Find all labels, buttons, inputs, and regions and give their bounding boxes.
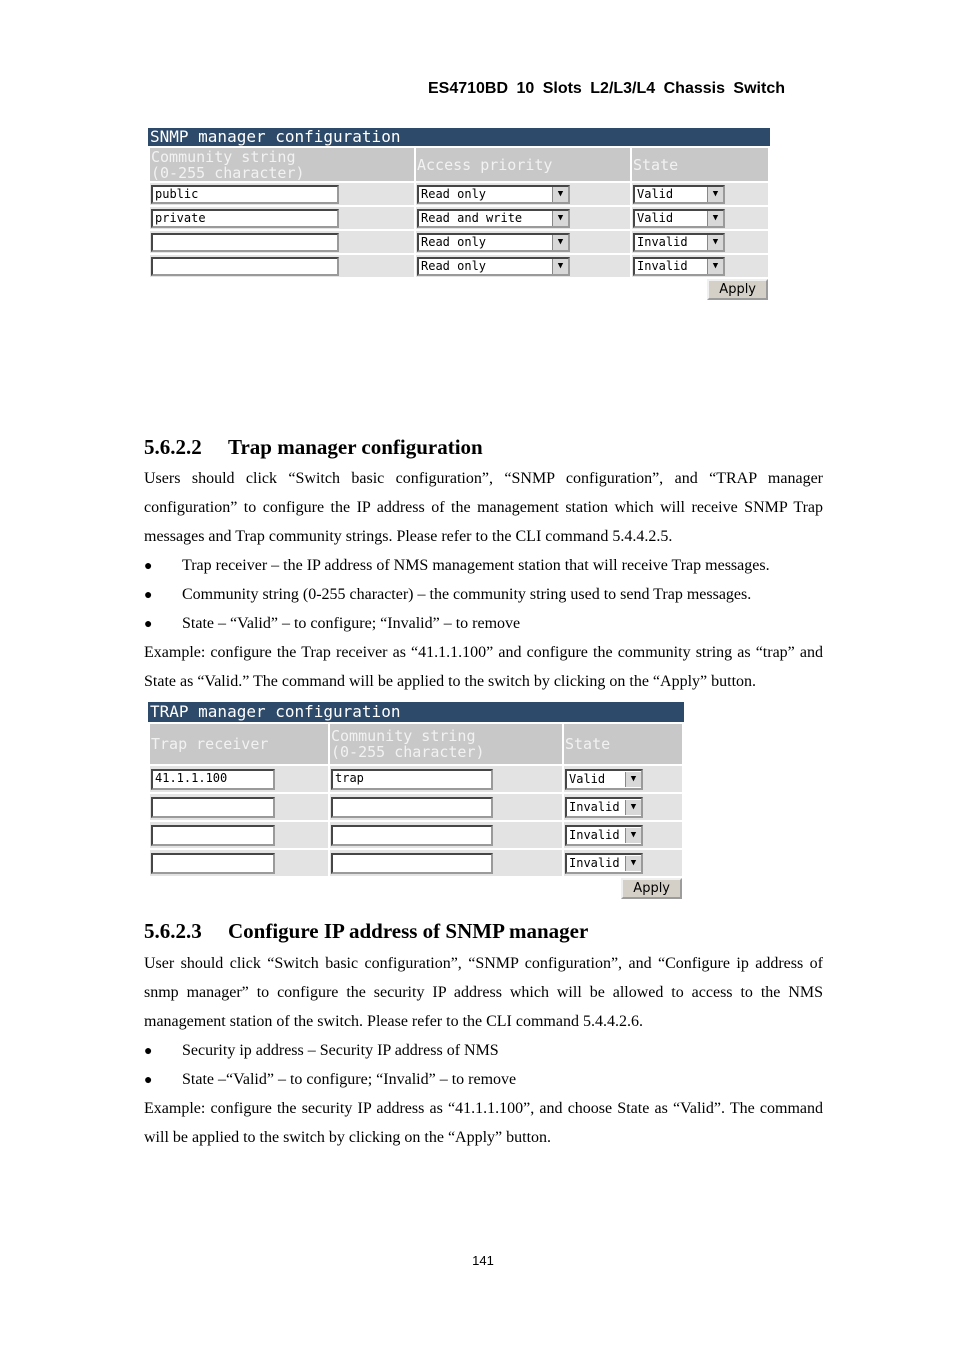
- community-input[interactable]: public: [151, 185, 339, 204]
- list-item: ● Community string (0-255 character) – the community string used to send Trap messages.: [144, 580, 751, 610]
- dropdown-arrow-icon: ▼: [552, 211, 568, 226]
- state-select[interactable]: Invalid ▼: [633, 233, 725, 252]
- trap-example-paragraph: Example: configure the Trap receiver as “41.1.1.100” and configure the community string as “trap” and State as “Valid.” The command will be applied to the switch by clicking on the “Apply” button.: [144, 644, 823, 690]
- dropdown-arrow-icon: ▼: [552, 187, 568, 202]
- trap-apply-button[interactable]: Apply: [621, 878, 682, 899]
- state-select[interactable]: Valid ▼: [565, 769, 643, 790]
- list-item: ● Trap receiver – the IP address of NMS management station that will receive Trap messages.: [144, 551, 770, 581]
- section-heading-trap: 5.6.2.2 Trap manager configuration: [144, 435, 483, 459]
- table-row: [150, 766, 682, 792]
- dropdown-arrow-icon: ▼: [552, 235, 568, 250]
- state-select[interactable]: Invalid ▼: [565, 825, 643, 846]
- col-trap-receiver: Trap receiver: [150, 724, 328, 764]
- table-row: [150, 231, 768, 253]
- table-row: [150, 183, 768, 205]
- section-heading-ip: 5.6.2.3 Configure IP address of SNMP manager: [144, 919, 589, 943]
- dropdown-arrow-icon: ▼: [707, 187, 723, 202]
- trap-receiver-input[interactable]: [151, 825, 275, 846]
- community-input[interactable]: [151, 233, 339, 252]
- bullet-icon: ●: [144, 1073, 153, 1088]
- community-input[interactable]: private: [151, 209, 339, 228]
- page-number: 141: [472, 1253, 494, 1268]
- dropdown-arrow-icon: ▼: [625, 856, 641, 871]
- access-select[interactable]: Read only ▼: [417, 185, 570, 204]
- list-item: ● State –“Valid” – to configure; “Invalid” – to remove: [144, 1065, 516, 1095]
- snmp-apply-button[interactable]: Apply: [707, 279, 768, 300]
- access-select[interactable]: Read and write ▼: [417, 209, 570, 228]
- dropdown-arrow-icon: ▼: [707, 235, 723, 250]
- trap-panel-title: TRAP manager configuration: [148, 702, 684, 722]
- bullet-icon: ●: [144, 1044, 153, 1059]
- access-select[interactable]: Read only ▼: [417, 257, 570, 276]
- bullet-icon: ●: [144, 617, 153, 632]
- trap-receiver-input[interactable]: [151, 853, 275, 874]
- ip-example-paragraph: Example: configure the security IP address as “41.1.1.100”, and choose State as “Valid”. The command will be applied to the switch by clicking on the “Apply” button.: [144, 1100, 823, 1146]
- col-community-string: Community string (0-255 character): [330, 724, 562, 764]
- snmp-manager-panel: [148, 128, 770, 300]
- trap-manager-panel: [148, 702, 684, 899]
- state-select[interactable]: Invalid ▼: [565, 853, 643, 874]
- table-row: [150, 794, 682, 820]
- community-input[interactable]: [331, 797, 493, 818]
- list-item: ● State – “Valid” – to configure; “Invalid” – to remove: [144, 609, 520, 639]
- bullet-icon: ●: [144, 588, 153, 603]
- table-row: [150, 822, 682, 848]
- col-state: State: [632, 148, 768, 181]
- state-select[interactable]: Invalid ▼: [633, 257, 725, 276]
- col-community-string: Community string (0-255 character): [150, 148, 414, 181]
- table-row: [150, 207, 768, 229]
- dropdown-arrow-icon: ▼: [625, 828, 641, 843]
- state-select[interactable]: Invalid ▼: [565, 797, 643, 818]
- snmp-panel-title: SNMP manager configuration: [148, 128, 770, 146]
- dropdown-arrow-icon: ▼: [625, 772, 641, 787]
- page-header-title: ES4710BD 10 Slots L2/L3/L4 Chassis Switch: [427, 80, 785, 97]
- bullet-icon: ●: [144, 559, 153, 574]
- state-select[interactable]: Valid ▼: [633, 185, 725, 204]
- col-access-priority: Access priority: [416, 148, 630, 181]
- ip-intro-paragraph: User should click “Switch basic configuration”, “SNMP configuration”, and “Configure ip address of snmp manager” to configure the security IP address which will be allowed to access to the NMS management station of the switch. Please refer to the CLI command 5.4.4.2.6.: [144, 955, 823, 1030]
- dropdown-arrow-icon: ▼: [625, 800, 641, 815]
- snmp-manager-table: [148, 146, 770, 279]
- trap-receiver-input[interactable]: [151, 797, 275, 818]
- col-state: State: [564, 724, 682, 764]
- table-row: [150, 255, 768, 277]
- dropdown-arrow-icon: ▼: [707, 211, 723, 226]
- list-item: ● Security ip address – Security IP address of NMS: [144, 1036, 499, 1066]
- table-row: [150, 850, 682, 876]
- state-select[interactable]: Valid ▼: [633, 209, 725, 228]
- community-input[interactable]: [331, 853, 493, 874]
- trap-receiver-input[interactable]: 41.1.1.100: [151, 769, 275, 790]
- dropdown-arrow-icon: ▼: [707, 259, 723, 274]
- trap-intro-paragraph: Users should click “Switch basic configuration”, “SNMP configuration”, and “TRAP manager configuration” to configure the IP address of the management station which will receive SNMP Trap messages and Trap community strings. Please refer to the CLI command 5.4.4.2.5.: [144, 470, 823, 545]
- dropdown-arrow-icon: ▼: [552, 259, 568, 274]
- community-input[interactable]: [151, 257, 339, 276]
- community-input[interactable]: trap: [331, 769, 493, 790]
- access-select[interactable]: Read only ▼: [417, 233, 570, 252]
- community-input[interactable]: [331, 825, 493, 846]
- trap-manager-table: [148, 722, 684, 878]
